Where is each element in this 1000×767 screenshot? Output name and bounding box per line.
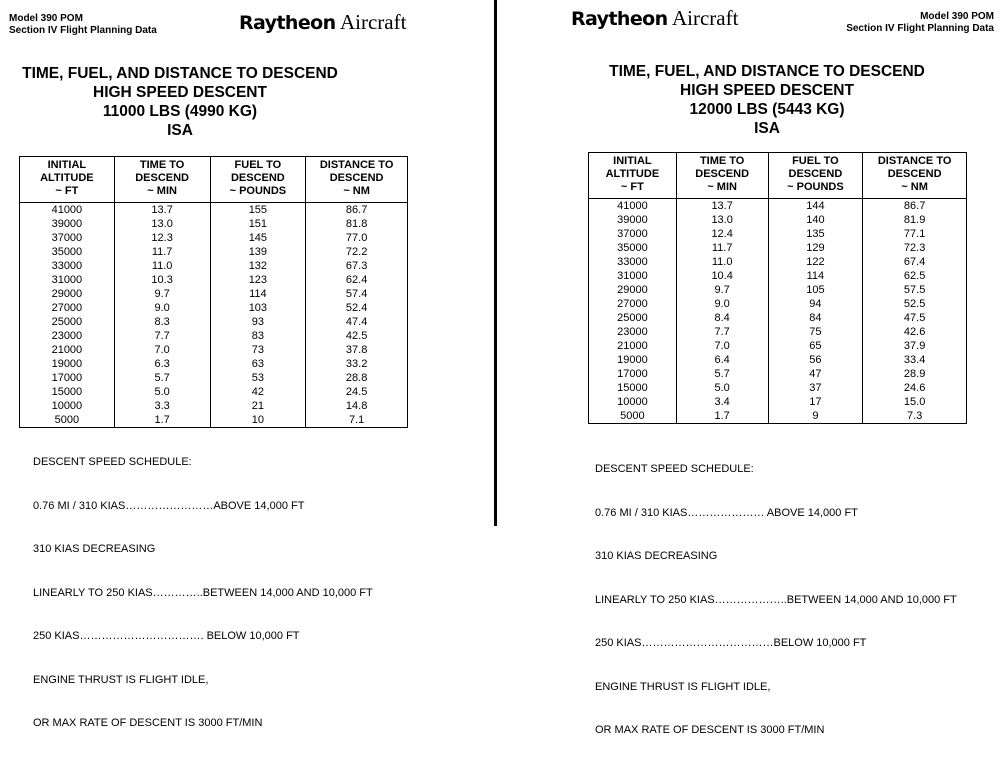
table-cell: 56 (768, 353, 863, 367)
table-cell: 5000 (589, 409, 677, 424)
table-cell: 31000 (589, 269, 677, 283)
table-cell: 114 (210, 287, 306, 301)
note-line: 310 KIAS DECREASING (33, 543, 156, 555)
table-row (589, 409, 967, 424)
table-cell: 47 (768, 367, 863, 381)
table-cell: 19000 (589, 353, 677, 367)
table-cell: 135 (768, 227, 863, 241)
table-cell: 151 (210, 217, 306, 231)
title-line: ISA (754, 120, 780, 137)
table-cell: 94 (768, 297, 863, 311)
table-cell: 27000 (20, 301, 115, 315)
note-line: 0.76 MI / 310 KIAS……………………ABOVE 14,000 FT (33, 499, 305, 512)
table-cell: 25000 (589, 311, 677, 325)
table-cell: 35000 (589, 241, 677, 255)
header-fuel-to-descend: FUEL TO DESCEND ~ POUNDS (768, 153, 863, 199)
header-distance-to-descend: DISTANCE TO DESCEND ~ NM (306, 157, 408, 203)
title-line: 11000 LBS (4990 KG) (102, 103, 258, 120)
table-cell: 37.8 (306, 343, 408, 357)
table-cell: 84 (768, 311, 863, 325)
table-row (589, 269, 967, 283)
page-header-left (9, 13, 157, 37)
table-cell: 42.5 (306, 329, 408, 343)
header-initial-altitude: INITIAL ALTITUDE ~ FT (20, 157, 115, 203)
table-cell: 33000 (589, 255, 677, 269)
table-row (589, 311, 967, 325)
table-cell: 11.7 (676, 241, 768, 255)
table-cell: 86.7 (306, 203, 408, 218)
table-cell: 57.4 (306, 287, 408, 301)
table-cell: 122 (768, 255, 863, 269)
table-row (589, 227, 967, 241)
table-row (589, 199, 967, 214)
header-time-to-descend: TIME TO DESCEND ~ MIN (676, 153, 768, 199)
table-row (589, 381, 967, 395)
header-fuel-to-descend: FUEL TO DESCEND ~ POUNDS (210, 157, 306, 203)
table-cell: 123 (210, 273, 306, 287)
section-label: Section IV Flight Planning Data (846, 23, 994, 34)
table-cell: 5.0 (676, 381, 768, 395)
title-line: 12000 LBS (5443 KG) (689, 101, 845, 118)
table-cell: 6.3 (114, 357, 210, 371)
manual-page-right (497, 0, 1000, 736)
table-cell: 11.0 (676, 255, 768, 269)
table-cell: 62.4 (306, 273, 408, 287)
table-row (20, 329, 408, 343)
table-row (589, 213, 967, 227)
table-row (589, 353, 967, 367)
table-row (589, 241, 967, 255)
table-cell: 9.7 (114, 287, 210, 301)
table-cell: 33.2 (306, 357, 408, 371)
table-cell: 25000 (20, 315, 115, 329)
table-row (589, 283, 967, 297)
table-cell: 31000 (20, 273, 115, 287)
table-cell: 67.3 (306, 259, 408, 273)
table-cell: 81.8 (306, 217, 408, 231)
table-cell: 39000 (589, 213, 677, 227)
table-cell: 7.0 (114, 343, 210, 357)
table-cell: 17000 (20, 371, 115, 385)
title-line: HIGH SPEED DESCENT (680, 82, 854, 99)
table-cell: 3.4 (676, 395, 768, 409)
table-cell: 144 (768, 199, 863, 214)
table-row (20, 399, 408, 413)
table-cell: 140 (768, 213, 863, 227)
table-row (20, 245, 408, 259)
table-cell: 24.6 (863, 381, 967, 395)
descent-table (19, 156, 408, 428)
header-initial-altitude: INITIAL ALTITUDE ~ FT (589, 153, 677, 199)
brand-bold: Raytheon (571, 8, 668, 30)
table-cell: 39000 (20, 217, 115, 231)
table-cell: 7.1 (306, 413, 408, 428)
table-cell: 28.8 (306, 371, 408, 385)
table-cell: 86.7 (863, 199, 967, 214)
table-cell: 7.7 (676, 325, 768, 339)
table-cell: 21000 (20, 343, 115, 357)
title-line: TIME, FUEL, AND DISTANCE TO DESCEND (609, 63, 925, 80)
table-cell: 13.0 (676, 213, 768, 227)
table-cell: 41000 (589, 199, 677, 214)
table-cell: 29000 (589, 283, 677, 297)
table-cell: 114 (768, 269, 863, 283)
table-cell: 37.9 (863, 339, 967, 353)
table-cell: 19000 (20, 357, 115, 371)
table-cell: 105 (768, 283, 863, 297)
table-cell: 81.9 (863, 213, 967, 227)
table-cell: 7.0 (676, 339, 768, 353)
table-row (589, 297, 967, 311)
model-label: Model 390 POM (9, 13, 83, 24)
table-cell: 11.0 (114, 259, 210, 273)
title-line: TIME, FUEL, AND DISTANCE TO DESCEND (22, 65, 338, 82)
table-cell: 5.7 (114, 371, 210, 385)
header-distance-to-descend: DISTANCE TO DESCEND ~ NM (863, 153, 967, 199)
table-cell: 1.7 (114, 413, 210, 428)
table-cell: 21 (210, 399, 306, 413)
table-cell: 72.2 (306, 245, 408, 259)
table-row (20, 287, 408, 301)
table-cell: 129 (768, 241, 863, 255)
table-cell: 5.0 (114, 385, 210, 399)
table-cell: 11.7 (114, 245, 210, 259)
note-line: OR MAX RATE OF DESCENT IS 3000 FT/MIN (33, 717, 263, 729)
table-cell: 42 (210, 385, 306, 399)
table-cell: 93 (210, 315, 306, 329)
table-cell: 139 (210, 245, 306, 259)
table-cell: 10000 (20, 399, 115, 413)
note-line: DESCENT SPEED SCHEDULE: (595, 463, 754, 475)
table-cell: 24.5 (306, 385, 408, 399)
table-row (20, 343, 408, 357)
note-line: 250 KIAS……………………………. BELOW 10,000 FT (33, 630, 300, 642)
raytheon-logo (239, 10, 406, 35)
table-cell: 13.7 (114, 203, 210, 218)
table-cell: 72.3 (863, 241, 967, 255)
table-cell: 23000 (589, 325, 677, 339)
table-cell: 77.1 (863, 227, 967, 241)
table-header-row (20, 157, 408, 203)
table-cell: 14.8 (306, 399, 408, 413)
model-label: Model 390 POM (920, 11, 994, 22)
table-cell: 23000 (20, 329, 115, 343)
table-cell: 73 (210, 343, 306, 357)
table-cell: 15.0 (863, 395, 967, 409)
table-cell: 28.9 (863, 367, 967, 381)
brand-rest: Aircraft (671, 6, 739, 30)
table-cell: 9.0 (676, 297, 768, 311)
table-cell: 103 (210, 301, 306, 315)
table-cell: 12.3 (114, 231, 210, 245)
table-cell: 17 (768, 395, 863, 409)
table-cell: 57.5 (863, 283, 967, 297)
table-row (20, 301, 408, 315)
table-cell: 1.7 (676, 409, 768, 424)
table-cell: 37000 (589, 227, 677, 241)
manual-page-left (0, 0, 494, 729)
table-cell: 7.7 (114, 329, 210, 343)
table-row (589, 339, 967, 353)
table-cell: 10.4 (676, 269, 768, 283)
descent-notes (33, 426, 373, 760)
page-header-right (846, 11, 994, 35)
table-cell: 5.7 (676, 367, 768, 381)
table-cell: 155 (210, 203, 306, 218)
table-row (20, 231, 408, 245)
table-row (589, 255, 967, 269)
table-cell: 29000 (20, 287, 115, 301)
table-cell: 27000 (589, 297, 677, 311)
note-line: 0.76 MI / 310 KIAS………………… ABOVE 14,000 FT (595, 506, 858, 519)
header-time-to-descend: TIME TO DESCEND ~ MIN (114, 157, 210, 203)
table-row (20, 259, 408, 273)
table-cell: 5000 (20, 413, 115, 428)
table-cell: 8.4 (676, 311, 768, 325)
note-line: OR MAX RATE OF DESCENT IS 3000 FT/MIN (595, 724, 825, 736)
table-row (589, 395, 967, 409)
table-cell: 47.4 (306, 315, 408, 329)
brand-rest: Aircraft (339, 10, 407, 34)
table-cell: 13.7 (676, 199, 768, 214)
table-cell: 65 (768, 339, 863, 353)
table-row (20, 217, 408, 231)
table-cell: 42.6 (863, 325, 967, 339)
table-cell: 47.5 (863, 311, 967, 325)
table-cell: 37000 (20, 231, 115, 245)
title-line: HIGH SPEED DESCENT (93, 84, 267, 101)
table-cell: 62.5 (863, 269, 967, 283)
title-line: ISA (167, 122, 193, 139)
table-cell: 83 (210, 329, 306, 343)
note-line: 310 KIAS DECREASING (595, 550, 718, 562)
section-label: Section IV Flight Planning Data (9, 25, 157, 36)
table-cell: 21000 (589, 339, 677, 353)
brand-bold: Raytheon (239, 12, 336, 34)
table-cell: 67.4 (863, 255, 967, 269)
table-cell: 3.3 (114, 399, 210, 413)
note-line: DESCENT SPEED SCHEDULE: (33, 456, 192, 468)
table-cell: 9.0 (114, 301, 210, 315)
table-cell: 145 (210, 231, 306, 245)
table-cell: 33000 (20, 259, 115, 273)
table-header-row (589, 153, 967, 199)
table-cell: 7.3 (863, 409, 967, 424)
chart-titles (0, 64, 360, 140)
table-cell: 77.0 (306, 231, 408, 245)
table-cell: 10 (210, 413, 306, 428)
note-line: ENGINE THRUST IS FLIGHT IDLE, (33, 673, 209, 686)
table-row (20, 203, 408, 218)
note-line: LINEARLY TO 250 KIAS…………..BETWEEN 14,000 AND 10,000 FT (33, 586, 373, 599)
note-line: 250 KIAS………………………………BELOW 10,000 FT (595, 637, 867, 649)
table-row (20, 357, 408, 371)
table-cell: 132 (210, 259, 306, 273)
table-cell: 75 (768, 325, 863, 339)
table-cell: 10.3 (114, 273, 210, 287)
descent-notes (595, 433, 957, 767)
table-cell: 6.4 (676, 353, 768, 367)
table-cell: 41000 (20, 203, 115, 218)
table-cell: 52.5 (863, 297, 967, 311)
note-line: LINEARLY TO 250 KIAS………………..BETWEEN 14,000 AND 10,000 FT (595, 593, 957, 606)
table-cell: 10000 (589, 395, 677, 409)
table-cell: 15000 (20, 385, 115, 399)
table-cell: 52.4 (306, 301, 408, 315)
table-cell: 9.7 (676, 283, 768, 297)
table-cell: 12.4 (676, 227, 768, 241)
chart-titles (577, 62, 957, 138)
table-row (589, 367, 967, 381)
table-cell: 33.4 (863, 353, 967, 367)
table-cell: 9 (768, 409, 863, 424)
table-cell: 13.0 (114, 217, 210, 231)
table-row (20, 315, 408, 329)
table-row (20, 371, 408, 385)
table-cell: 15000 (589, 381, 677, 395)
table-cell: 53 (210, 371, 306, 385)
raytheon-logo (571, 6, 738, 31)
table-cell: 17000 (589, 367, 677, 381)
descent-table (588, 152, 967, 424)
table-row (20, 385, 408, 399)
table-cell: 35000 (20, 245, 115, 259)
table-cell: 8.3 (114, 315, 210, 329)
table-row (589, 325, 967, 339)
note-line: ENGINE THRUST IS FLIGHT IDLE, (595, 680, 771, 693)
table-cell: 63 (210, 357, 306, 371)
table-row (20, 273, 408, 287)
table-cell: 37 (768, 381, 863, 395)
